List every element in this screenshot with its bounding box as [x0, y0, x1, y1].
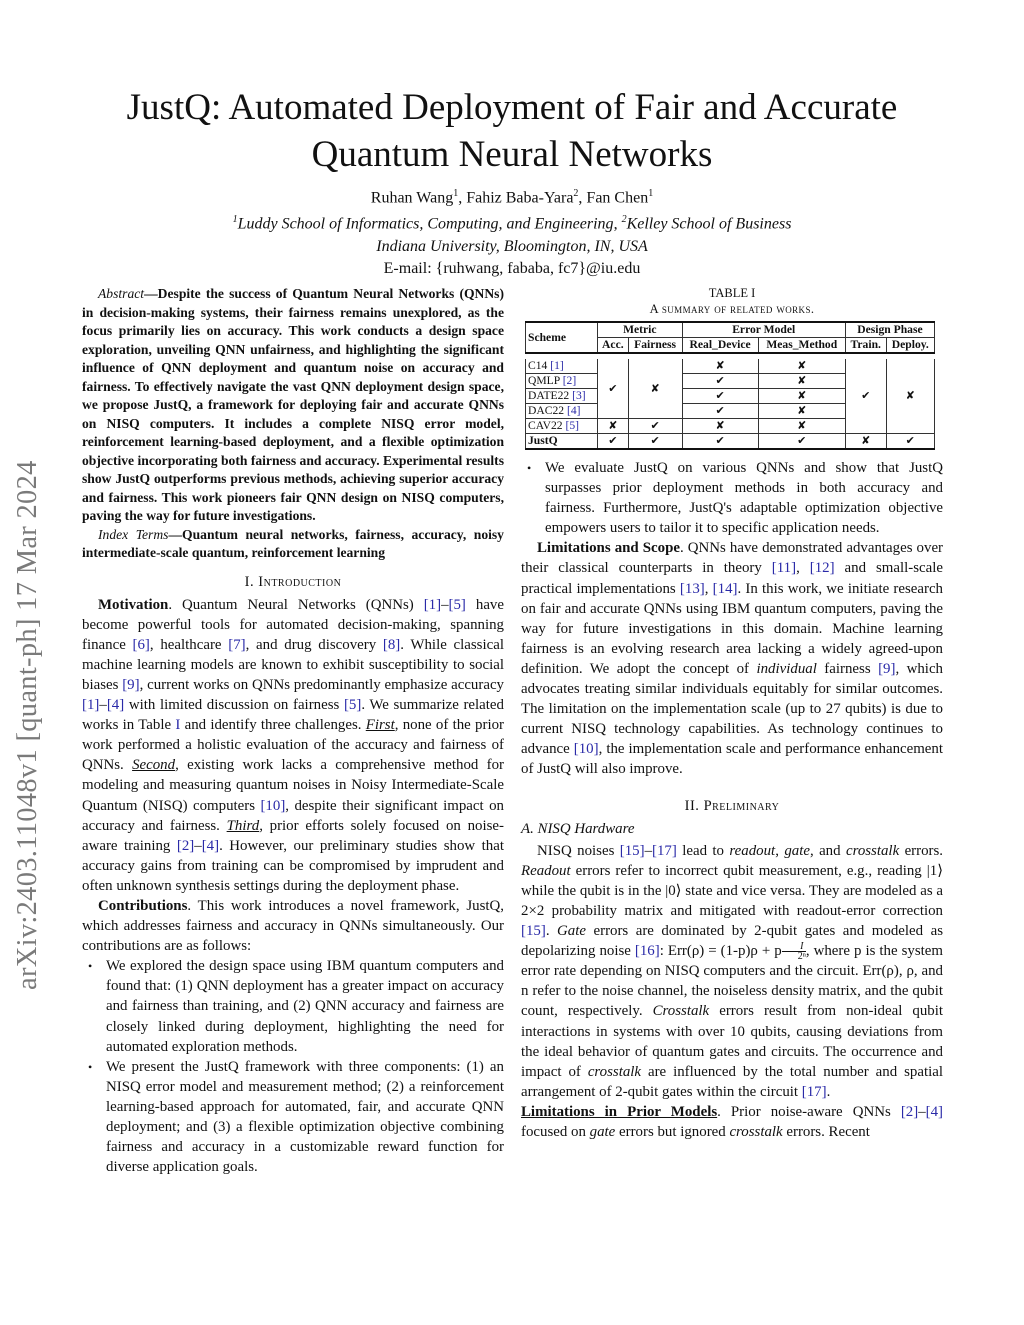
col-header-acc: Acc.: [598, 338, 629, 354]
group-header-error-model: Error Model: [682, 322, 845, 338]
col-header-train: Train.: [845, 338, 886, 354]
paragraph-limitations: [521, 538, 943, 779]
table-row-justq: [526, 434, 935, 450]
citation-link[interactable]: [9]: [878, 660, 896, 677]
limitations-label: Limitations and Scope: [537, 540, 680, 557]
group-header-design-phase: Design Phase: [845, 322, 934, 338]
paragraph-nisq-noises: [521, 841, 943, 1102]
citation-link[interactable]: [1]: [550, 359, 564, 372]
contributions-label: Contributions: [98, 898, 188, 914]
paragraph-prior-models: [521, 1102, 943, 1142]
paragraph-motivation: [82, 595, 504, 896]
table-row: [526, 359, 935, 374]
citation-link[interactable]: [2]: [176, 837, 195, 854]
author-name: , Fahiz Baba-Yara: [458, 189, 574, 207]
arxiv-stamp: arXiv:2403.11048v1 [quant-ph] 17 Mar 2024: [12, 460, 43, 990]
citation-link[interactable]: [5]: [448, 596, 466, 613]
index-terms: [82, 526, 504, 563]
affil-sup: 1: [453, 188, 459, 199]
text: .: [545, 923, 558, 940]
emphasis: crosstalk: [587, 1063, 642, 1080]
emphasis: Readout: [521, 862, 571, 879]
text: errors result from non-ideal qubit interactions in systems with over 10 qubits, causing deviations from the ideal behavior of quantum gates and circuits. The occurrence and impact of: [521, 1003, 943, 1080]
text: errors are dominated by 2-qubit gates and modeled as depolarizing noise: [521, 923, 943, 960]
text: –: [99, 697, 107, 714]
caption-text: A summary of related works.: [649, 302, 815, 316]
emphasis: gate: [589, 1124, 616, 1140]
text: lead to: [676, 842, 730, 859]
affiliation-1: Luddy School of Informatics, Computing, and Engineering: [237, 215, 614, 233]
section-title: Introduction: [258, 573, 342, 590]
citation-link[interactable]: [10]: [260, 797, 286, 814]
text: errors.: [899, 842, 944, 859]
text: . Quantum Neural Networks (QNNs): [168, 596, 424, 613]
cell-scheme: [526, 419, 598, 434]
citation-link[interactable]: [16]: [634, 943, 660, 960]
citation-link[interactable]: [14]: [712, 580, 738, 597]
text: , where p is the system error rate depending on NISQ computers and the circuit. Err(ρ), ρ, and n refer to the noise channel, the noiseless density matrix, and the qubit count, respectively.: [521, 943, 943, 1020]
citation-link[interactable]: [17]: [801, 1083, 827, 1100]
cell-fairness: ✔: [628, 434, 682, 450]
text: ,: [704, 580, 713, 597]
emphasis: readout: [729, 842, 776, 859]
text: . This work introduces a novel framework, JustQ, which addresses fairness and accuracy in QNNs simultaneously. Our contributions are as follows:: [82, 898, 504, 955]
citation-link[interactable]: [1]: [423, 596, 442, 613]
scheme-name: DAC22: [528, 404, 567, 417]
cell-train: ✘: [845, 434, 886, 450]
text: with limited discussion on fairness: [124, 697, 344, 714]
list-item: • We present the JustQ framework with three components: (1) an NISQ error model and measurement method; (2) a reinforcement learning-based approach for automated, fair, and accurate QNN deployment; and (3) a flexible optimization objective combining fairness and accuracy in a customizable reward function for diverse application goals.: [106, 1057, 504, 1178]
citation-link[interactable]: [5]: [565, 419, 580, 432]
text: . We summarize related works in Table: [82, 697, 504, 734]
text: , which advocates treating similar individuals equitably for similar outcomes. The limitation on the implementation scale (up to 27 qubits) is due to current NISQ technology capabilities. As technology continues to advance: [521, 660, 943, 758]
text: , none of the prior work performed a holistic evaluation of the accuracy and fairness of QNNs.: [82, 717, 504, 774]
cell-scheme: JustQ: [526, 434, 598, 450]
contributions-list: [82, 956, 504, 1177]
fraction-numerator: I: [782, 942, 806, 952]
text: . QNNs have demonstrated advantages over their classical counterparts in theory: [521, 540, 944, 577]
citation-link[interactable]: [4]: [925, 1103, 944, 1120]
cell-real-device: ✔: [682, 404, 758, 419]
scheme-name: CAV22: [528, 419, 566, 432]
text: , existing work lacks a comprehensive method for modeling and measuring quantum noises in Noisy Intermediate-Scale Quantum (NISQ) computers: [82, 757, 504, 814]
section-heading-preliminary: [521, 796, 943, 816]
col-header-deploy: Deploy.: [886, 338, 934, 354]
cell-real-device: ✘: [682, 419, 758, 434]
cell-deploy-merged: ✘: [886, 359, 934, 434]
citation-link[interactable]: [4]: [201, 837, 220, 854]
citation-link[interactable]: [1]: [82, 697, 100, 714]
citation-link[interactable]: [2]: [562, 374, 577, 387]
left-column: [82, 285, 504, 1177]
cell-meas-method: ✘: [758, 419, 845, 434]
citation-link[interactable]: [17]: [652, 842, 677, 859]
col-header-fairness: Fairness: [628, 338, 682, 354]
section-heading-introduction: [82, 572, 504, 592]
citation-link[interactable]: [4]: [106, 697, 125, 714]
emphasis-individual: individual: [756, 660, 817, 677]
table-ref-link[interactable]: I: [175, 717, 181, 734]
paper-title: [60, 84, 964, 178]
equation-text: : Err(ρ) = (1-p)ρ + p: [659, 943, 782, 960]
text: , and drug discovery: [245, 636, 383, 653]
author-block: [60, 183, 964, 280]
citation-link[interactable]: [5]: [343, 697, 362, 714]
text: , despite their significant impact on accuracy and fairness.: [82, 797, 504, 834]
emphasis: Crosstalk: [652, 1003, 710, 1020]
cell-scheme: [526, 359, 598, 374]
text: , current works on QNNs predominantly emphasize accuracy: [139, 676, 504, 693]
citation-link[interactable]: [2]: [900, 1103, 919, 1120]
title-line-1: JustQ: Automated Deployment of Fair and Accurate: [126, 87, 898, 128]
emphasis-third: Third: [226, 817, 260, 834]
cell-real-device: ✔: [682, 374, 758, 389]
right-column: [521, 285, 943, 1142]
index-terms-text: —Quantum neural networks, fairness, accuracy, noisy intermediate-scale quantum, reinforcement learning: [82, 526, 504, 560]
prior-models-label: Limitations in Prior Models: [521, 1103, 718, 1120]
text: focused on: [521, 1124, 590, 1140]
cell-scheme: [526, 389, 598, 404]
text: have become powerful tools for automated decision-making, spanning finance: [82, 596, 504, 653]
author-name: , Fan Chen: [578, 189, 649, 207]
related-works-table: [525, 321, 935, 450]
list-item: • We explored the design space using IBM quantum computers and found that: (1) QNN deployment has a greater impact on accuracy and fairness than training, and (2) QNN accuracy and fairness are closely linked during deployment, highlighting the need for automated exploration methods.: [106, 956, 504, 1056]
text: , prior efforts solely focused on noise-aware training: [82, 817, 504, 854]
affiliation-2: Kelley School of Business: [626, 215, 792, 233]
citation-link[interactable]: [7]: [228, 636, 246, 653]
motivation-label: Motivation: [98, 596, 169, 613]
emphasis: crosstalk: [729, 1124, 783, 1140]
text: –: [441, 596, 449, 613]
cell-acc-merged: ✔: [598, 359, 629, 419]
affil-sup: 2: [573, 188, 579, 199]
text: .: [826, 1083, 831, 1100]
cell-meas-method: ✘: [758, 389, 845, 404]
text: are influenced by the total number and spatial arrangement of 2-qubit gates within the circuit: [521, 1063, 943, 1100]
text: and identify three challenges.: [180, 717, 366, 734]
scheme-name: QMLP: [528, 374, 563, 387]
cell-meas-method: ✘: [758, 359, 845, 374]
text: errors but ignored: [615, 1124, 730, 1140]
emphasis: Gate: [557, 923, 586, 940]
index-terms-label: Index Terms: [98, 526, 169, 542]
text: , and: [809, 842, 846, 859]
citation-link[interactable]: [8]: [382, 636, 401, 653]
university: Indiana University, Bloomington, IN, USA: [376, 237, 648, 255]
section-title: Preliminary: [703, 797, 780, 814]
scheme-name: C14: [528, 359, 551, 372]
text: ,: [775, 842, 785, 859]
cell-fairness-merged: ✘: [628, 359, 682, 419]
cell-fairness: ✔: [628, 419, 682, 434]
citation-link[interactable]: [4]: [566, 404, 581, 417]
title-line-2: Quantum Neural Networks: [311, 134, 713, 175]
text: –: [918, 1103, 926, 1120]
cell-real-device: ✔: [682, 434, 758, 450]
text: . While classical machine learning models are known to exhibit susceptibility to social biases: [82, 636, 504, 693]
scheme-name: DATE22: [528, 389, 573, 402]
text: fairness: [816, 660, 879, 677]
emphasis-second: Second: [132, 757, 176, 774]
cell-scheme: [526, 374, 598, 389]
text: NISQ noises: [537, 842, 620, 859]
author-names: [60, 183, 964, 209]
affil-sup: 1: [648, 188, 654, 199]
cell-deploy: ✔: [886, 434, 934, 450]
emphasis-first: First: [365, 717, 395, 734]
section-number: II.: [684, 797, 704, 814]
text: . However, our preliminary studies show that accuracy gains from training can be compromised by imprudent and often unknown synthesis settings during the deployment phase.: [82, 837, 504, 894]
emphasis: gate: [784, 842, 810, 859]
citation-link[interactable]: [10]: [573, 741, 599, 758]
cell-acc: ✘: [598, 419, 629, 434]
text: errors refer to incorrect qubit measurement, e.g., reading |1⟩ while the qubit is in the |0⟩ state and vice versa. They are modeled as a 2×2 probability matrix and mitigated with readout-error correction: [521, 862, 943, 919]
section-number: I.: [244, 573, 259, 590]
text: . Prior noise-aware QNNs: [717, 1103, 901, 1120]
text: , the implementation scale and performance enhancement of JustQ will also improve.: [521, 741, 944, 778]
affil-sup: 1: [232, 214, 238, 226]
text: –: [644, 842, 653, 859]
text: . In this work, we initiate research on fair and accurate QNNs using IBM quantum computers, paving the way for future investigations in this domain. Machine learning fairness is an evolving research area lacking a widely agreed-upon definition. We adopt the concept of: [521, 580, 943, 677]
fraction-denominator: 2ⁿ: [797, 951, 806, 963]
subsection-heading-nisq-hardware: A. NISQ Hardware: [521, 820, 635, 837]
equation-fraction: [782, 942, 806, 961]
cell-meas-method: ✘: [758, 404, 845, 419]
col-header-scheme: Scheme: [526, 322, 598, 353]
affil-sup: 2: [621, 214, 627, 226]
citation-link[interactable]: [15]: [521, 923, 546, 940]
col-header-meas-method: Meas_Method: [758, 338, 845, 354]
contributions-list-continued: [521, 458, 943, 538]
text: –: [194, 837, 202, 854]
citation-link[interactable]: [15]: [619, 842, 645, 859]
cell-scheme: [526, 404, 598, 419]
cell-train-merged: ✔: [845, 359, 886, 434]
text: errors. Recent: [782, 1124, 870, 1140]
citation-link[interactable]: [13]: [679, 580, 705, 597]
text: and small-scale practical implementations: [521, 560, 943, 597]
paragraph-contributions: [82, 896, 504, 956]
group-header-metric: Metric: [598, 322, 682, 338]
citation-link[interactable]: [3]: [572, 389, 586, 402]
email: E-mail: {ruhwang, fababa, fc7}@iu.edu: [383, 259, 641, 277]
cell-acc: ✔: [598, 434, 629, 450]
cell-meas-method: ✔: [758, 434, 845, 450]
cell-meas-method: ✘: [758, 374, 845, 389]
abstract: [82, 285, 504, 526]
abstract-text: —Despite the success of Quantum Neural Networks (QNNs) in decision-making systems, their fairness remains unexplored, as the focus primarily lies on accuracy. This work conducts a design space exploration, unveiling QNN unfairness, and highlighting the significant influence of QNN deployment and quantum noise on accuracy and fairness. To effectively navigate the vast QNN deployment design space, we propose JustQ, a framework for deploying fair and accurate QNNs on NISQ computers. It includes a complete NISQ error model, reinforcement learning-based deployment, and a flexible optimization objective incorporating both fairness and accuracy. Experimental results show JustQ outperforms previous methods, achieving superior accuracy and fairness. This work pioneers fair QNN design on NISQ computers, paving the way for future investigations.: [82, 286, 504, 523]
citation-link[interactable]: [12]: [809, 560, 835, 577]
citation-link[interactable]: [6]: [132, 636, 150, 653]
cell-real-device: ✘: [682, 359, 758, 374]
author-name: Ruhan Wang: [370, 189, 454, 207]
abstract-label: Abstract: [98, 286, 145, 301]
cell-real-device: ✔: [682, 389, 758, 404]
list-item: • We evaluate JustQ on various QNNs and show that JustQ surpasses prior deployment methods in both accuracy and fairness. Furthermore, JustQ's adaptable optimization objective empowers users to tailor it to specific application needs.: [545, 458, 943, 538]
emphasis: crosstalk: [845, 842, 900, 859]
text: , healthcare: [149, 636, 229, 653]
citation-link[interactable]: [11]: [771, 560, 797, 577]
col-header-real-device: Real_Device: [682, 338, 758, 354]
affiliations: $^1$Luddy School of Informatics, Computing, and Engineering, $^2$Kelley School of Business: [232, 214, 792, 233]
text: ,: [796, 560, 810, 577]
table-caption: [521, 301, 943, 317]
citation-link[interactable]: [9]: [122, 676, 140, 693]
table-label: TABLE I: [708, 286, 756, 300]
